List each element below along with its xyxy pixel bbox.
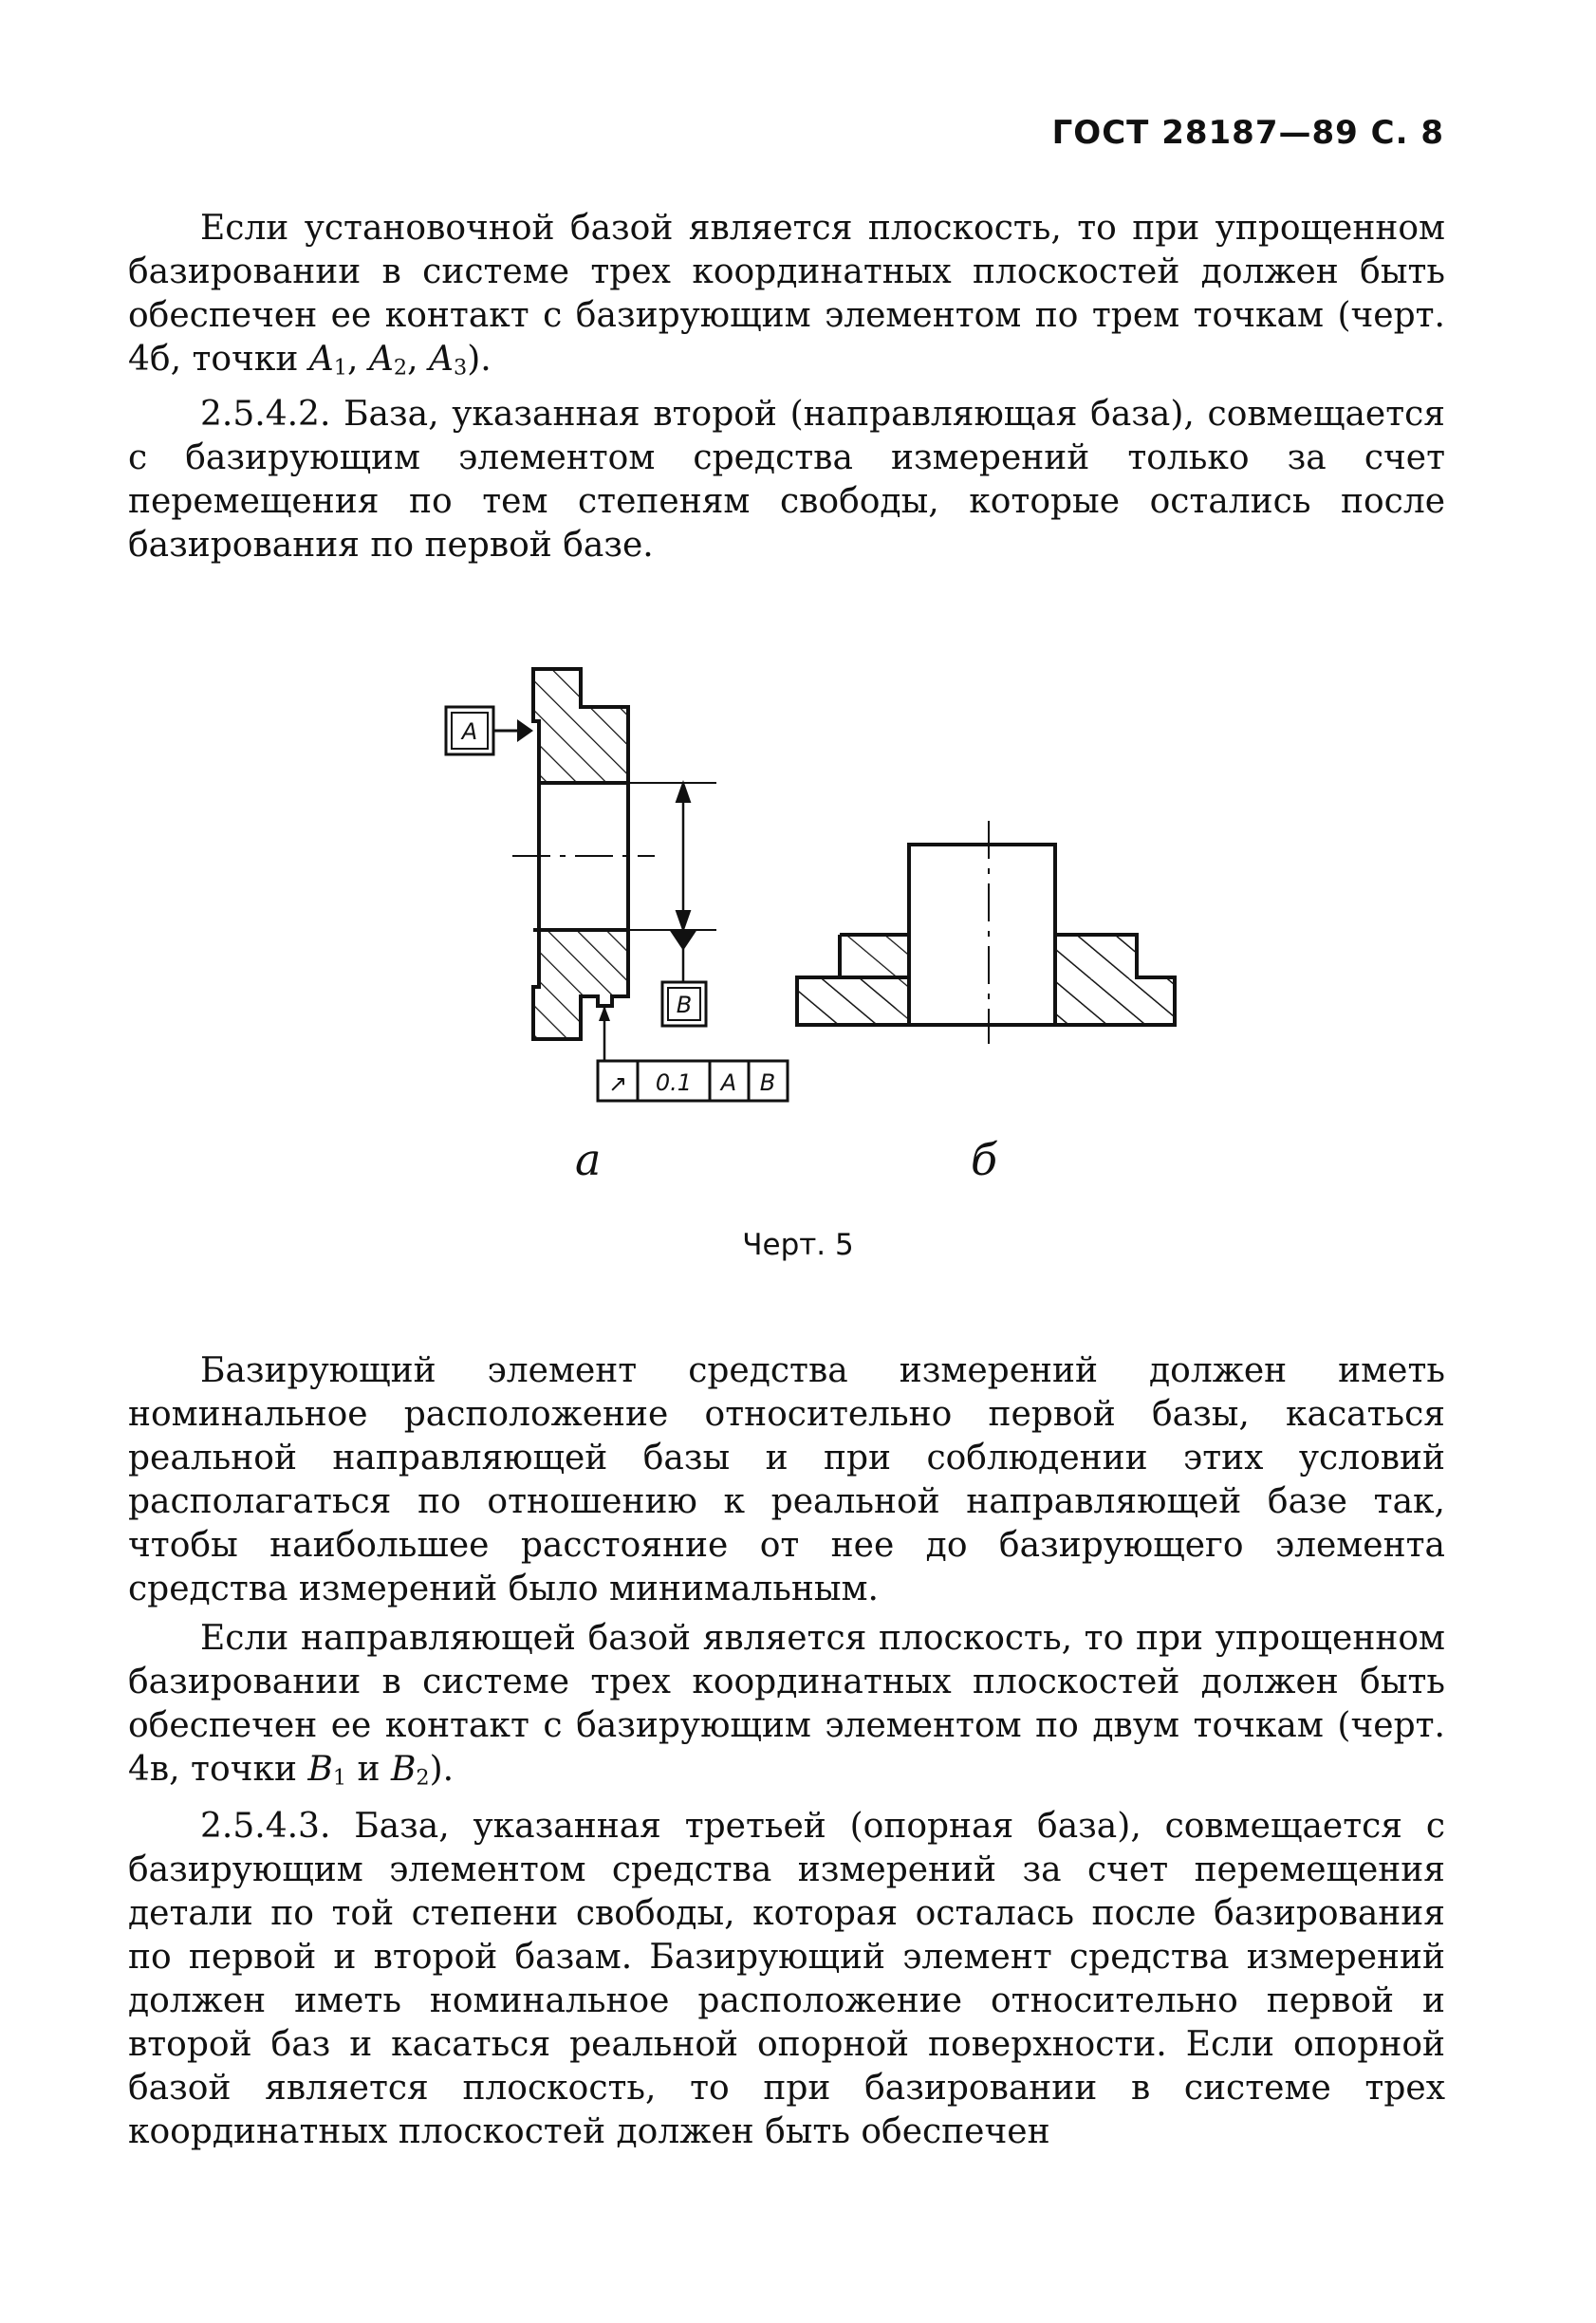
datum-a-triangle (517, 719, 533, 742)
datum-b-letter: B (676, 992, 693, 1018)
paragraph-base-element: Базирующий элемент средства измерений должен иметь номинальное расположение относительно первой базы, касаться реальной направляющей базы и при соблюдении этих условий располагаться по отношению к реальной направляющей базе так, чтобы наибольшее расстояние от нее до базирующего элемента средства измерений было минимальным. (128, 1351, 1445, 1608)
figure-b-right-step-hatch (1057, 937, 1135, 978)
dimension-arrow-bottom (677, 911, 690, 930)
point-a3-index: 3 (453, 355, 468, 381)
paragraph-text: Если направляющей базой является плоскость, то при упрощенном базировании в системе трех координатных плоскостей должен быть обеспечен ее контакт с базирующим элементом по двум точкам (черт. 4в, точки (128, 1619, 1445, 1789)
figure-label-b: б (971, 1134, 998, 1185)
page-header: ГОСТ 28187—89 С. 8 (1051, 114, 1444, 152)
point-a2-letter: A (368, 340, 394, 379)
figure-b-left-base-hatch (799, 979, 907, 1023)
runout-symbol: ↗ (607, 1070, 628, 1097)
point-b1-letter: B (307, 1750, 333, 1789)
lower-section-hatch (533, 930, 628, 1039)
figure-caption: Черт. 5 (742, 1228, 854, 1262)
datum-b-symbol (662, 982, 706, 1026)
datum-a-letter: A (461, 718, 478, 745)
datum-a-symbol (446, 707, 533, 754)
point-b1-index: 1 (332, 1765, 347, 1791)
datum-b-triangle (672, 932, 695, 949)
figure-a-part (533, 669, 628, 1039)
point-a2-index: 2 (393, 355, 408, 381)
upper-section-hatch (533, 669, 628, 783)
figure-b-part (797, 845, 1175, 1025)
paragraph-2-5-4-3: 2.5.4.3. База, указанная третьей (опорная база), совмещается с базирующим элементом средства измерений за счет перемещения детали по той степени свободы, которая осталась после базирования по первой и второй базам. Базирующий элемент средства измерений должен иметь номинальное расположение относительно первой и второй баз и касаться реальной опорной поверхности. Если опорной базой является плоскость, то при базировании в системе трех координатных плоскостей должен быть обеспечен (128, 1807, 1445, 2152)
frame-tolerance-value: 0.1 (655, 1069, 693, 1096)
paragraph-conjunction: и (346, 1750, 391, 1789)
text-block-bottom (128, 1349, 1445, 2154)
frame-datum-ref-2: B (759, 1069, 776, 1096)
point-a1-letter: A (308, 340, 334, 379)
paragraph-text: Если установочной базой является плоскость, то при упрощенном базировании в системе трех координатных плоскостей должен быть обеспечен ее контакт с базирующим элементом по трем точкам (черт. 4б, точки (128, 209, 1445, 379)
paragraph-text-end: ). (429, 1750, 455, 1789)
frame-datum-ref-1: A (720, 1069, 737, 1096)
figure-b-hub (909, 845, 1055, 1025)
point-a3-letter: A (428, 340, 454, 379)
point-b2-index: 2 (416, 1765, 430, 1791)
paragraph-text-end: ). (467, 340, 492, 379)
dimension-arrow-top (677, 783, 690, 802)
frame-leader-arrow (599, 1006, 610, 1021)
paragraph-2-5-4-2: 2.5.4.2. База, указанная второй (направляющая база), совмещается с базирующим элементом средства измерений только за счет перемещения по тем степеням свободы, которые остались после базирования по первой базе. (128, 395, 1445, 566)
paragraph-contact-three-points: Если установочной базой является плоскость, то при упрощенном базировании в системе трех координатных плоскостей должен быть обеспечен ее контакт с базирующим элементом по трем точкам (черт. 4б, точки $A_1$, $A_2$, $A_3$). (128, 209, 1445, 381)
figure-label-a: а (575, 1134, 602, 1185)
paragraph-contact-two-points (128, 1617, 1445, 1799)
point-b2-letter: B (390, 1750, 417, 1789)
point-a1-index: 1 (333, 355, 347, 381)
datum-b-dimension (628, 783, 716, 982)
figure-b-right-base-hatch (1057, 979, 1173, 1023)
